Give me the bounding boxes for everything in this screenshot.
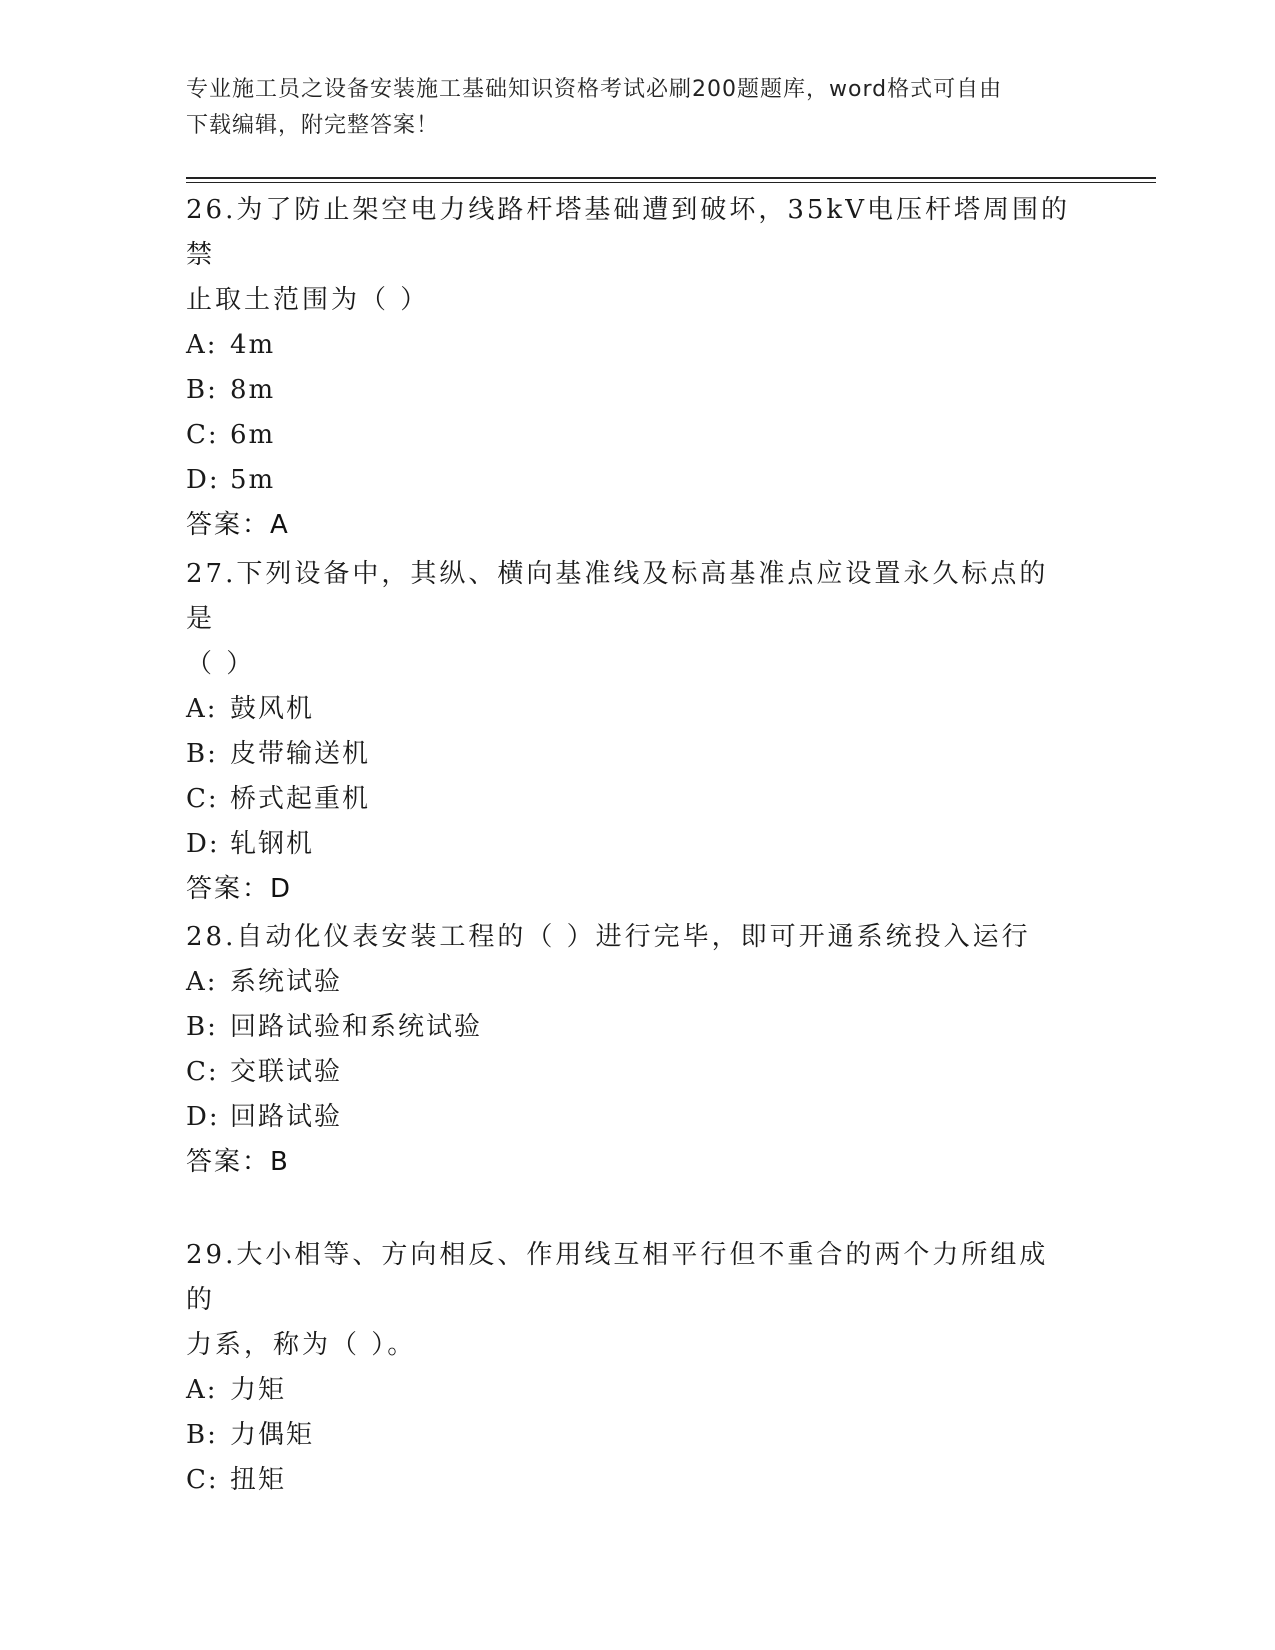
- question-28: [186, 915, 1076, 1185]
- option-letter: C:: [186, 420, 219, 450]
- question-26: [186, 188, 1076, 548]
- option-d: [186, 1095, 1076, 1140]
- option-text: 桥式起重机: [230, 784, 371, 814]
- option-letter: A:: [186, 1375, 218, 1405]
- option-text: 扭矩: [230, 1465, 287, 1495]
- option-letter: D:: [186, 465, 220, 495]
- option-text: 皮带输送机: [230, 739, 371, 769]
- option-letter: C:: [186, 784, 219, 814]
- option-text: 力矩: [230, 1375, 287, 1405]
- question-text-line-2: 止取土范围为（ ）: [186, 285, 430, 315]
- header-divider-thin: [186, 182, 1156, 183]
- option-letter: D:: [186, 1102, 220, 1132]
- question-text: [186, 552, 1076, 687]
- option-letter: A:: [186, 967, 218, 997]
- answer-label: 答案：D: [186, 874, 293, 904]
- option-a: [186, 1368, 1076, 1413]
- option-c: [186, 1458, 1076, 1503]
- header-divider-thick: [186, 177, 1156, 179]
- option-letter: B:: [186, 1420, 218, 1450]
- option-text: 回路试验和系统试验: [230, 1012, 483, 1042]
- question-text-line-1: 27.下列设备中，其纵、横向基准线及标高基准点应设置永久标点的是: [186, 559, 1049, 634]
- option-b: [186, 368, 1076, 413]
- option-c: [186, 1050, 1076, 1095]
- option-text: 回路试验: [230, 1102, 343, 1132]
- option-letter: C:: [186, 1057, 219, 1087]
- option-c: [186, 413, 1076, 458]
- question-29: [186, 1233, 1076, 1503]
- option-d: [186, 458, 1076, 503]
- document-header: [186, 72, 1066, 144]
- answer-label: 答案：B: [186, 1147, 290, 1177]
- option-letter: B:: [186, 375, 218, 405]
- option-d: [186, 822, 1076, 867]
- question-text: [186, 915, 1076, 960]
- question-text-line-1: 26.为了防止架空电力线路杆塔基础遭到破坏，35kV电压杆塔周围的禁: [186, 195, 1070, 270]
- option-letter: A:: [186, 694, 218, 724]
- option-text: 4m: [230, 330, 276, 360]
- option-letter: B:: [186, 1012, 218, 1042]
- option-text: 轧钢机: [230, 829, 315, 859]
- option-text: 6m: [230, 420, 276, 450]
- header-line-2: 下载编辑，附完整答案！: [186, 113, 440, 138]
- option-b: [186, 1413, 1076, 1458]
- option-a: [186, 323, 1076, 368]
- question-text: [186, 188, 1076, 323]
- option-c: [186, 777, 1076, 822]
- option-letter: A:: [186, 330, 218, 360]
- option-text: 5m: [230, 465, 276, 495]
- option-text: 交联试验: [230, 1057, 343, 1087]
- option-a: [186, 687, 1076, 732]
- option-text: 力偶矩: [230, 1420, 315, 1450]
- question-text-line-1: 28.自动化仪表安装工程的（ ）进行完毕，即可开通系统投入运行: [186, 922, 1031, 952]
- option-b: [186, 1005, 1076, 1050]
- header-line-1: 专业施工员之设备安装施工基础知识资格考试必刷200题题库，word格式可自由: [186, 77, 1003, 102]
- option-letter: D:: [186, 829, 220, 859]
- question-27: [186, 552, 1076, 912]
- answer-label: 答案：A: [186, 510, 290, 540]
- option-b: [186, 732, 1076, 777]
- question-text: [186, 1233, 1076, 1368]
- question-text-line-1: 29.大小相等、方向相反、作用线互相平行但不重合的两个力所组成的: [186, 1240, 1049, 1315]
- option-a: [186, 960, 1076, 1005]
- option-letter: C:: [186, 1465, 219, 1495]
- option-text: 系统试验: [230, 967, 343, 997]
- option-text: 8m: [230, 375, 276, 405]
- option-letter: B:: [186, 739, 218, 769]
- option-text: 鼓风机: [230, 694, 315, 724]
- question-text-line-2: （ ）: [186, 649, 256, 679]
- question-text-line-2: 力系，称为（ ）。: [186, 1330, 417, 1360]
